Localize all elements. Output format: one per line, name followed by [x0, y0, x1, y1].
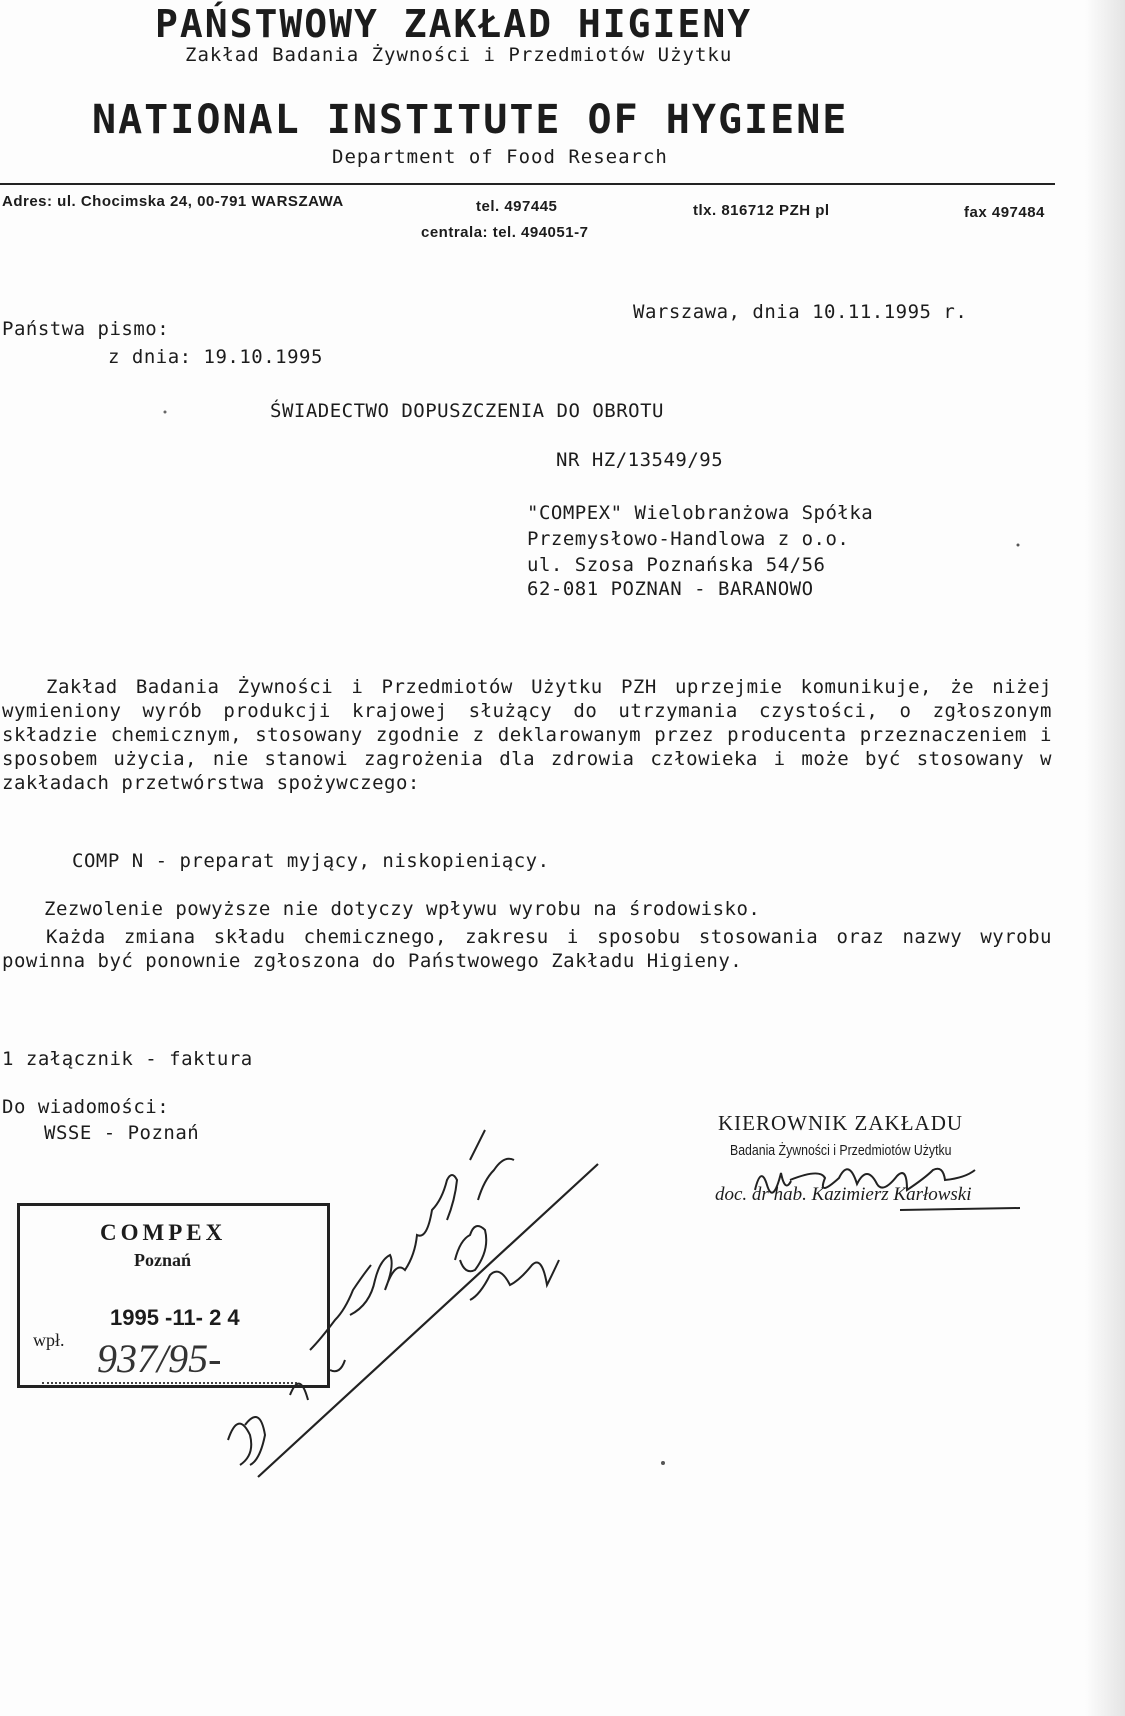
director-signature [755, 1169, 1020, 1210]
stamp-city: Poznań [134, 1250, 192, 1270]
product-line: COMP N - preparat myjący, niskopieniący. [72, 850, 550, 872]
signature-title: KIEROWNIK ZAKŁADU [718, 1111, 964, 1135]
attachment-note: 1 załącznik - faktura [2, 1048, 253, 1070]
scan-speck [164, 411, 167, 414]
institute-name-pl: PAŃSTWOWY ZAKŁAD HIGIENY [155, 2, 753, 46]
department-name-pl: Zakład Badania Żywności i Przedmiotów Użytku [185, 44, 733, 66]
stamp-company: COMPEX [100, 1220, 227, 1245]
telex: tlx. 816712 PZH pl [693, 202, 830, 219]
recipient-line-1: "COMPEX" Wielobranżowa Spółka [527, 502, 874, 524]
telephone: tel. 497445 [476, 198, 558, 215]
your-letter-date: z dnia: 19.10.1995 [108, 346, 323, 368]
stamp-date: 1995 -11- 2 4 [110, 1305, 240, 1330]
address: Adres: ul. Chocimska 24, 00-791 WARSZAWA [2, 193, 344, 210]
place-and-date: Warszawa, dnia 10.11.1995 r. [633, 301, 968, 323]
scan-speck [661, 1461, 665, 1465]
recipient-line-2: Przemysłowo-Handlowa z o.o. [527, 528, 850, 550]
stamp-entry-number: 937/95- [97, 1336, 222, 1381]
scan-speck [1017, 544, 1020, 547]
cc-entry: WSSE - Poznań [44, 1122, 200, 1144]
central-telephone: centrala: tel. 494051-7 [421, 224, 589, 241]
your-letter-label: Państwa pismo: [2, 318, 170, 340]
stamp-wpl-label: wpł. [33, 1330, 65, 1350]
recipient-line-3: ul. Szosa Poznańska 54/56 [527, 554, 826, 576]
certificate-number: NR HZ/13549/95 [556, 449, 724, 471]
department-name-en: Department of Food Research [332, 146, 668, 168]
signature-department: Badania Żywności i Przedmiotów Użytku [730, 1142, 952, 1159]
recipient-line-4: 62-081 POZNAN - BARANOWO [527, 578, 814, 600]
signatory-name: doc. dr hab. Kazimierz Karłowski [715, 1184, 972, 1205]
certificate-title: ŚWIADECTWO DOPUSZCZENIA DO OBROTU [270, 400, 664, 422]
cc-label: Do wiadomości: [2, 1096, 170, 1118]
body-paragraph-1: Zakład Badania Żywności i Przedmiotów Użytku PZH uprzejmie komunikuje, że niżej wymieniony wyrób produkcji krajowej służący do utrzymania czystości, o zgłoszonym składzie chemicznym, stosowany zgodnie z deklarowanym przez producenta przeznaczeniem i sposobem użycia, nie stanowi zagrożenia dla zdrowia człowieka i może być stosowany w zakładach przetwórstwa spożywczego: [2, 676, 1052, 794]
body-paragraph-3: Każda zmiana składu chemicznego, zakresu i sposobu stosowania oraz nazwy wyrobu powinna być ponownie zgłoszona do Państwowego Zakładu Higieny. [2, 926, 1052, 972]
diagonal-pen-stroke [258, 1164, 598, 1477]
handwritten-annotation [228, 1175, 559, 1465]
fax: fax 497484 [964, 204, 1045, 221]
handwritten-mark-right [470, 1130, 514, 1200]
institute-name-en: NATIONAL INSTITUTE OF HYGIENE [92, 97, 849, 143]
body-paragraph-2: Zezwolenie powyższe nie dotyczy wpływu wyrobu na środowisko. [44, 898, 761, 920]
